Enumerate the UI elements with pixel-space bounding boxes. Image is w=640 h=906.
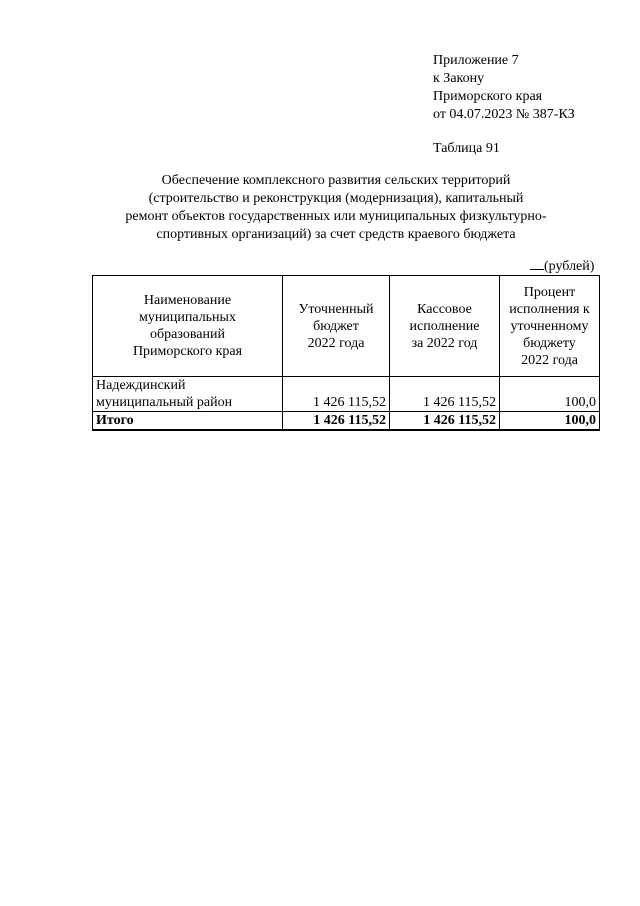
row-municipality: Надеждинский муниципальный район xyxy=(93,377,283,412)
total-budget: 1 426 115,52 xyxy=(283,412,390,431)
title-line: Обеспечение комплексного развития сельских территорий xyxy=(161,173,511,188)
total-percent: 100,0 xyxy=(500,412,600,431)
total-label: Итого xyxy=(93,412,283,431)
row-execution: 1 426 115,52 xyxy=(390,377,500,412)
appendix-reference xyxy=(433,52,575,124)
header-budget: Уточненный бюджет 2022 года xyxy=(283,276,390,377)
document-title xyxy=(96,172,576,244)
title-line: (строительство и реконструкция (модернизация), капитальный xyxy=(148,191,524,206)
units-underline xyxy=(530,269,544,270)
table-header-row xyxy=(93,276,600,377)
header-percent: Процент исполнения к уточненному бюджету 2022 года xyxy=(500,276,600,377)
appendix-line: Приморского края xyxy=(433,89,543,104)
total-execution: 1 426 115,52 xyxy=(390,412,500,431)
units-text: (рублей) xyxy=(544,259,595,274)
table-total-row xyxy=(93,412,600,431)
row-budget: 1 426 115,52 xyxy=(283,377,390,412)
table-row xyxy=(93,377,600,412)
header-execution: Кассовое исполнение за 2022 год xyxy=(390,276,500,377)
title-line: ремонт объектов государственных или муниципальных физкультурно- xyxy=(125,209,547,224)
title-line: спортивных организаций) за счет средств краевого бюджета xyxy=(156,227,516,242)
appendix-line: к Закону xyxy=(433,71,485,86)
row-percent: 100,0 xyxy=(500,377,600,412)
table-number: Таблица 91 xyxy=(433,141,500,156)
appendix-line: Приложение 7 xyxy=(433,53,519,68)
appendix-line: от 04.07.2023 № 387-КЗ xyxy=(433,107,575,122)
units-label xyxy=(530,258,594,276)
budget-table xyxy=(92,275,600,431)
header-municipality: Наименование муниципальных образований Приморского края xyxy=(93,276,283,377)
